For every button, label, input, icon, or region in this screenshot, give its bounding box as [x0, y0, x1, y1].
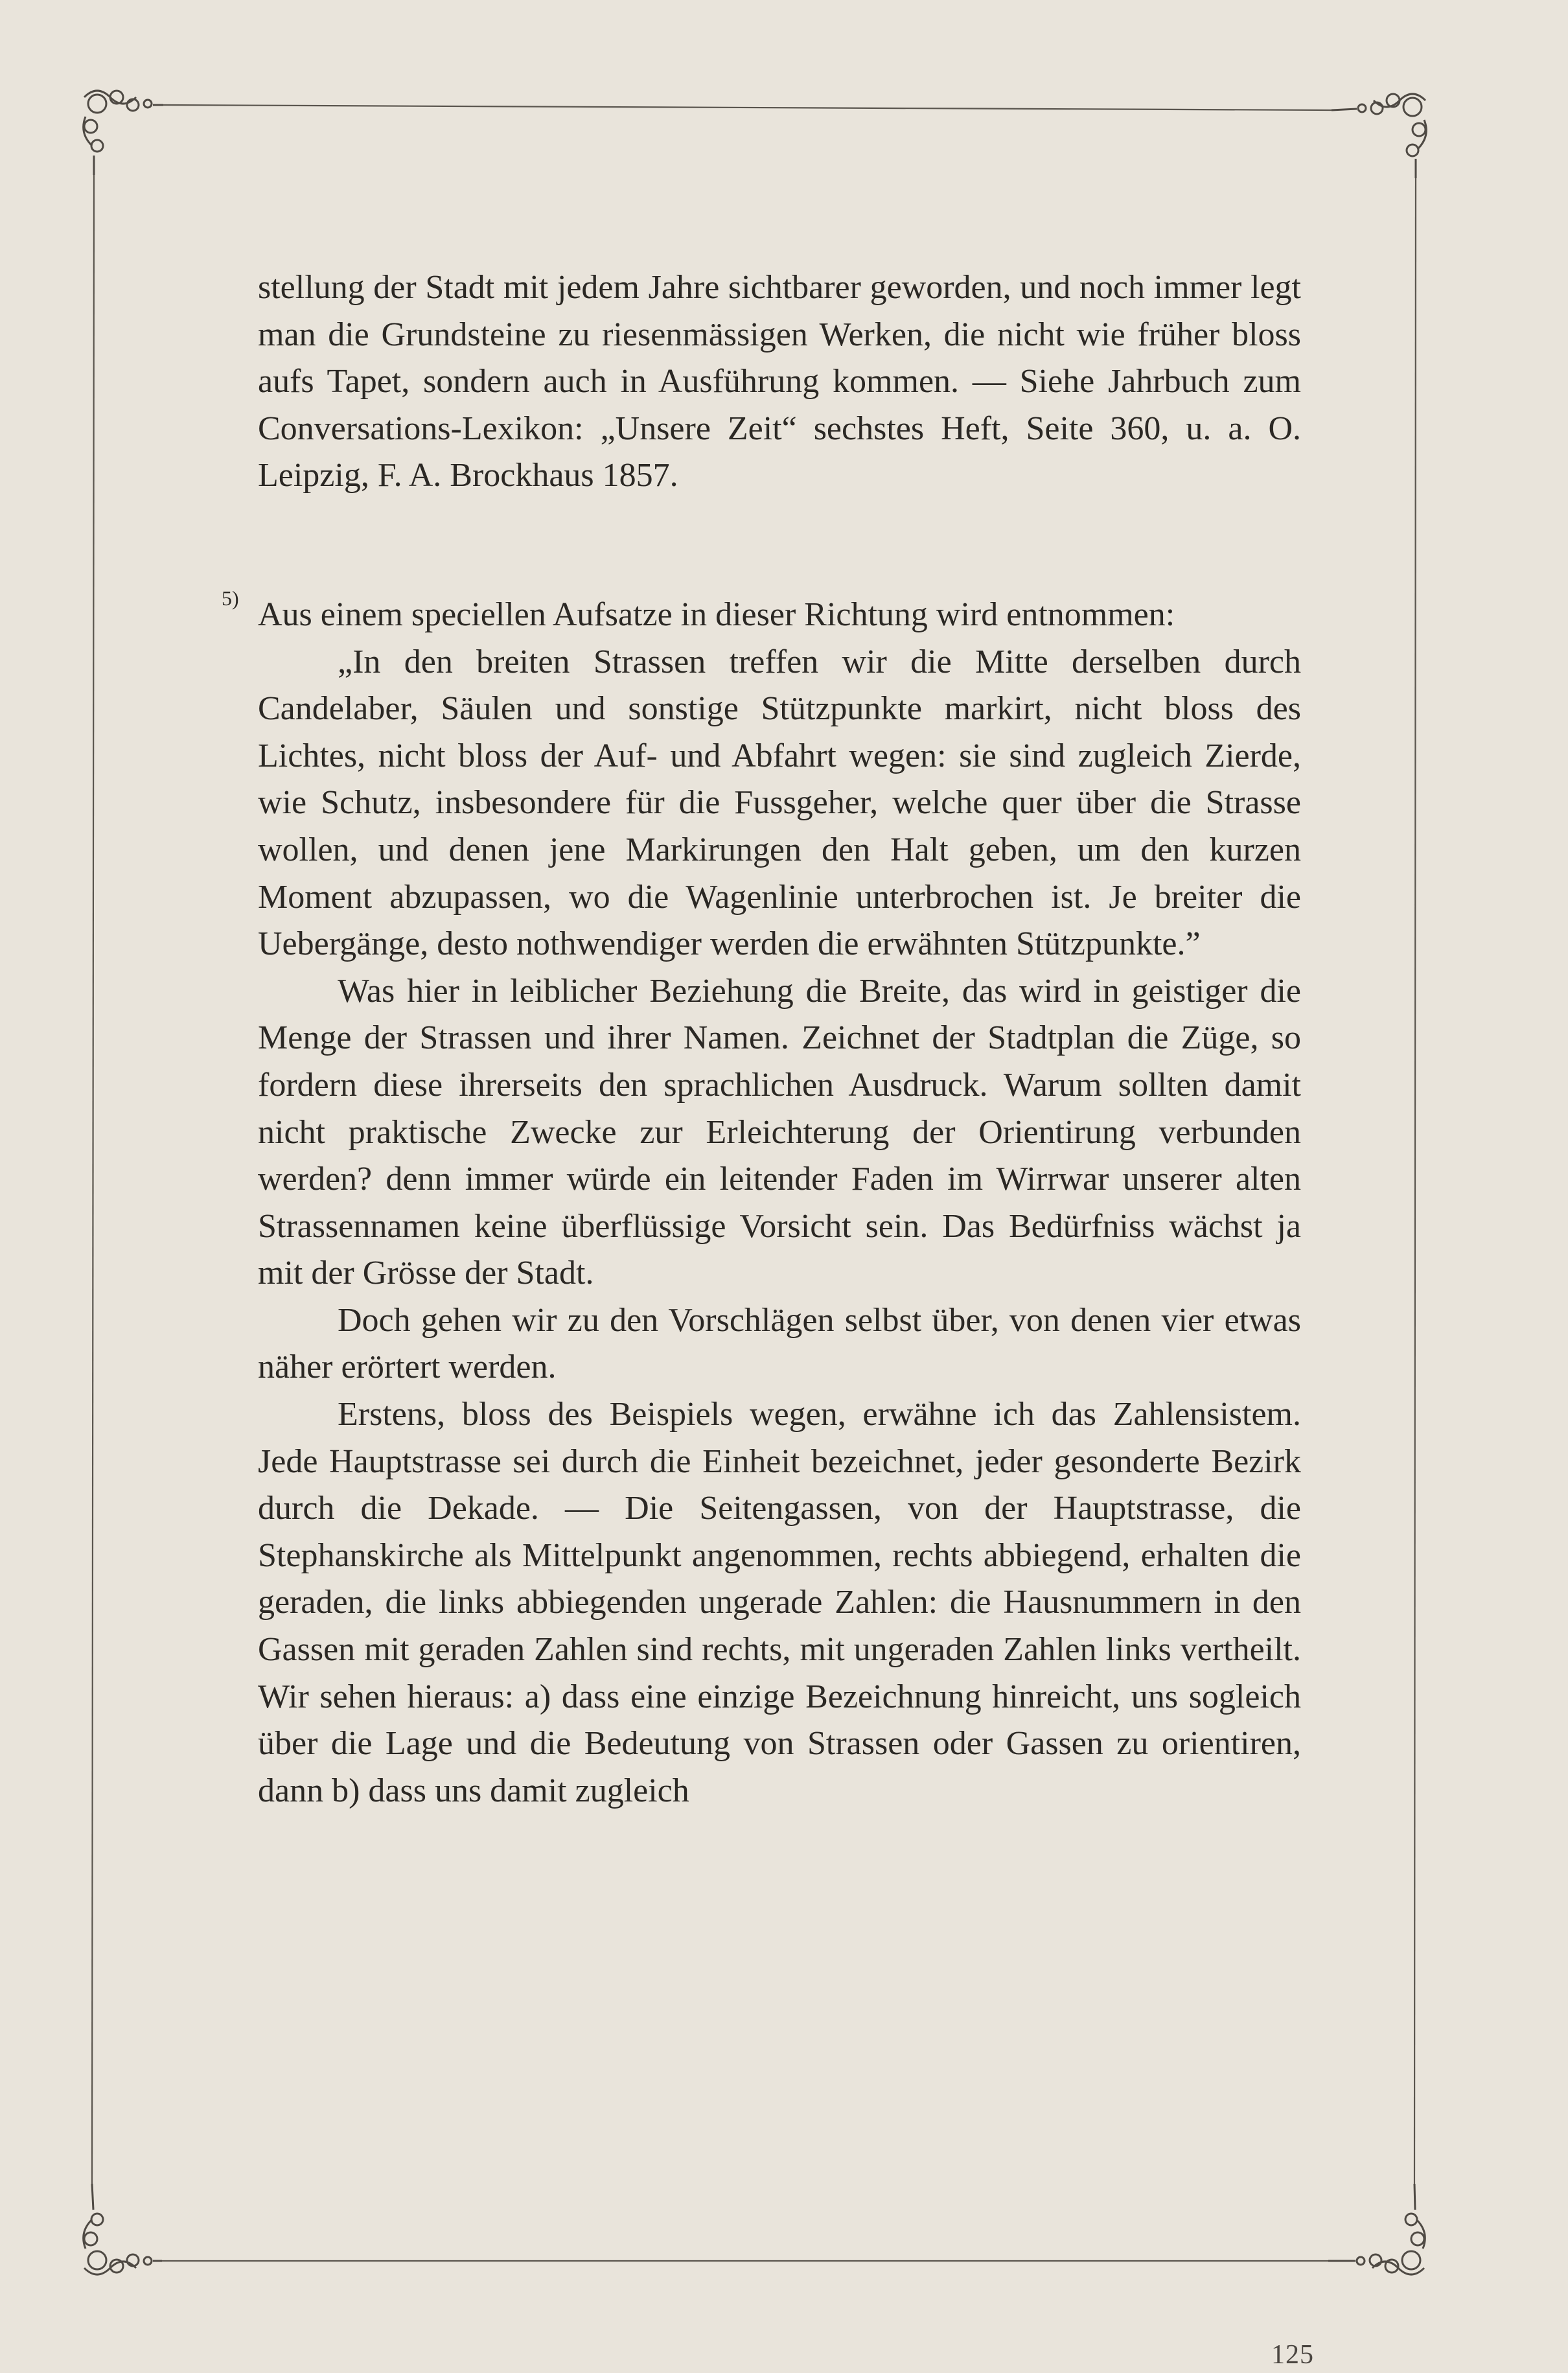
paragraph-spacer: [258, 500, 1301, 592]
frame-top-line: [162, 105, 1332, 110]
corner-ornament-bottom-left: [84, 2184, 162, 2275]
corner-ornament-top-left: [84, 91, 163, 175]
corner-ornament-top-right: [1332, 94, 1426, 178]
paragraph-quote: „In den breiten Strassen treffen wir die Mitte derselben durch Candelaber, Säulen und sonstige Stützpunkte markirt, nicht bloss des Lichtes, nicht bloss der Auf- und Abfahrt wegen: sie sind zugleich Zierde, wie Schutz, insbesondere für die Fussgeher, welche quer über die Strasse wollen, und denen jene Markirungen den Halt geben, um den kurzen Moment abzupassen, wo die Wagenlinie unterbrochen ist. Je breiter die Uebergänge, desto nothwendiger werden die erwähnten Stützpunkte.”: [258, 643, 1301, 963]
frame-right-line: [1414, 178, 1416, 2184]
paragraph-footnote-continuation: stellung der Stadt mit jedem Jahre sichtbarer geworden, und noch immer legt man die Grundsteine zu riesenmässigen Werken, die nicht wie früher bloss aufs Tapet, sondern auch in Ausführung kommen. — Siehe Jahrbuch zum Conversations-Lexikon: „Unsere Zeit“ sechstes Heft, Seite 360, u. a. O. Leipzig, F. A. Brockhaus 1857.: [258, 269, 1301, 494]
footnote-5: [222, 586, 1301, 639]
paragraph-proposals: Doch gehen wir zu den Vorschlägen selbst über, von denen vier etwas näher erörtert werden.: [258, 1301, 1301, 1386]
footnote-marker: 5): [222, 586, 239, 610]
page-number: 125: [1271, 2340, 1314, 2370]
frame-left-line: [92, 175, 94, 2184]
paragraph-number-system: Erstens, bloss des Beispiels wegen, erwähne ich das Zahlensistem. Jede Hauptstrasse sei durch die Einheit bezeichnet, jeder gesonderte Bezirk durch die Dekade. — Die Seitengassen, von der Hauptstrasse, die Stephanskirche als Mittelpunkt angenommen, rechts abbiegend, erhalten die geraden, die links abbiegenden ungerade Zahlen: die Hausnummern in den Gassen mit geraden Zahlen sind rechts, mit ungeraden Zahlen links vertheilt. Wir sehen hieraus: a) dass eine einzige Bezeichnung hinreicht, uns sogleich über die Lage und die Bedeutung von Strassen oder Gassen zu orientiren, dann b) dass uns damit zugleich: [258, 1396, 1301, 1809]
body-text: [222, 264, 1301, 1814]
corner-ornament-bottom-right: [1328, 2184, 1425, 2275]
paragraph-breadth-names: Was hier in leiblicher Beziehung die Breite, das wird in geistiger die Menge der Strassen und ihrer Namen. Zeichnet der Stadtplan die Züge, so fordern diese ihrerseits den sprachlichen Ausdruck. Warum sollten damit nicht praktische Zwecke zur Erleichterung der Orientirung verbunden werden? denn immer würde ein leitender Faden im Wirrwar unserer alten Strassennamen keine überflüssige Vorsicht sein. Das Bedürfniss wächst ja mit der Grösse der Stadt.: [258, 972, 1301, 1292]
footnote-5-text: Aus einem speciellen Aufsatze in dieser Richtung wird entnommen:: [258, 596, 1175, 633]
